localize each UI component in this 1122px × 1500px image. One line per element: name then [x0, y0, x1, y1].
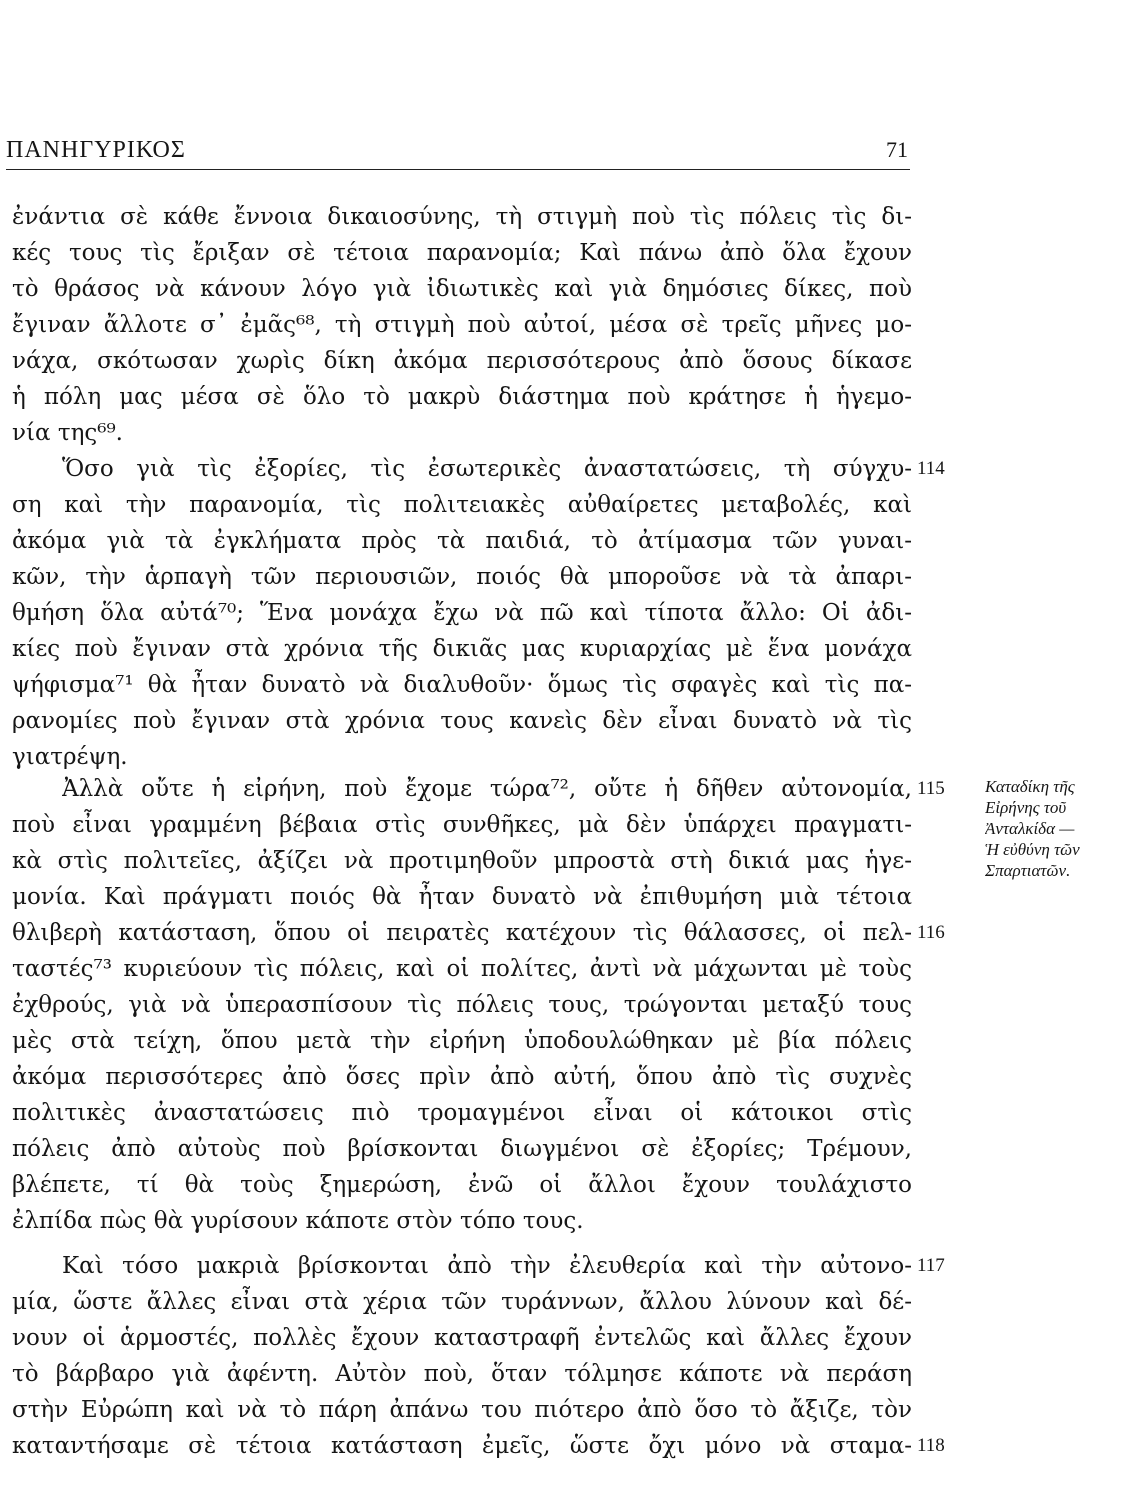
text-line: τὸ βάρβαρο γιὰ ἀφέντη. Αὐτὸν ποὺ, ὅταν τόλμησε κάποτε νὰ περάση [12, 1361, 912, 1387]
text-line: κίες ποὺ ἔγιναν στὰ χρόνια τῆς δικιᾶς μας κυριαρχίας μὲ ἕνα μονάχα [12, 636, 912, 662]
text-line: μία, ὥστε ἄλλες εἶναι στὰ χέρια τῶν τυράννων, ἄλλου λύνουν καὶ δέ- [12, 1289, 912, 1315]
text-line: νάχα, σκότωσαν χωρὶς δίκη ἀκόμα περισσότερους ἀπὸ ὅσους δίκασε [12, 348, 912, 374]
page-header [6, 133, 910, 170]
text-line: γιατρέψη. [12, 744, 128, 770]
text-line: καταντήσαμε σὲ τέτοια κατάσταση ἐμεῖς, ὥστε ὄχι μόνο νὰ σταμα- [12, 1433, 912, 1459]
text-line: τὸ θράσος νὰ κάνουν λόγο γιὰ ἰδιωτικὲς καὶ γιὰ δημόσιες δίκες, ποὺ [12, 276, 912, 302]
margin-note-line: Εἰρήνης τοῦ [985, 798, 1067, 817]
margin-note-line: Σπαρτιατῶν. [985, 861, 1071, 880]
text-line: θλιβερὴ κατάσταση, ὅπου οἱ πειρατὲς κατέχουν τὶς θάλασσες, οἱ πελ- [12, 920, 912, 946]
text-line: πόλεις ἀπὸ αὐτοὺς ποὺ βρίσκονται διωγμένοι σὲ ἐξορίες; Τρέμουν, [12, 1136, 912, 1162]
text-line: ποὺ εἶναι γραμμένη βέβαια στὶς συνθῆκες, μὰ δὲν ὑπάρχει πραγματι- [12, 812, 912, 838]
text-line: Καὶ τόσο μακριὰ βρίσκονται ἀπὸ τὴν ἐλευθερία καὶ τὴν αὐτονο- [62, 1253, 912, 1279]
text-line: ρανομίες ποὺ ἔγιναν στὰ χρόνια τους κανεὶς δὲν εἶναι δυνατὸ νὰ τὶς [12, 708, 912, 734]
section-number: 116 [917, 922, 945, 943]
text-line: Ἀλλὰ οὔτε ἡ εἰρήνη, ποὺ ἔχομε τώρα⁷², οὔτε ἡ δῆθεν αὐτονομία, [62, 776, 912, 802]
text-line: βλέπετε, τί θὰ τοὺς ξημερώση, ἐνῶ οἱ ἄλλοι ἔχουν τουλάχιστο [12, 1172, 912, 1198]
text-line: ἀκόμα περισσότερες ἀπὸ ὅσες πρὶν ἀπὸ αὐτή, ὅπου ἀπὸ τὶς συχνὲς [12, 1064, 912, 1090]
text-line: θμήση ὅλα αὐτά⁷⁰; Ἕνα μονάχα ἔχω νὰ πῶ καὶ τίποτα ἄλλο: Οἱ ἀδι- [12, 600, 912, 626]
text-line: νουν οἱ ἁρμοστές, πολλὲς ἔχουν καταστραφῆ ἐντελῶς καὶ ἄλλες ἔχουν [12, 1325, 912, 1351]
text-line: ἐχθρούς, γιὰ νὰ ὑπερασπίσουν τὶς πόλεις τους, τρώγονται μεταξύ τους [12, 992, 912, 1018]
text-line: ἐλπίδα πὼς θὰ γυρίσουν κάποτε στὸν τόπο τους. [12, 1208, 584, 1234]
text-line: κὰ στὶς πολιτεῖες, ἀξίζει νὰ προτιμηθοῦν μπροστὰ στὴ δικιά μας ἡγε- [12, 848, 912, 874]
text-line: Ὅσο γιὰ τὶς ἐξορίες, τὶς ἐσωτερικὲς ἀναστατώσεις, τὴ σύγχυ- [62, 456, 912, 482]
text-line: ἔγιναν ἄλλοτε σ᾽ ἐμᾶς⁶⁸, τὴ στιγμὴ ποὺ αὐτοί, μέσα σὲ τρεῖς μῆνες μο- [12, 312, 912, 338]
margin-note-line: Καταδίκη τῆς [985, 777, 1075, 796]
text-line: μὲς στὰ τείχη, ὅπου μετὰ τὴν εἰρήνη ὑποδουλώθηκαν μὲ βία πόλεις [12, 1028, 912, 1054]
margin-note-line: Ἀνταλκίδα — [985, 819, 1075, 838]
margin-note-line: Ἡ εὐθύνη τῶν [985, 840, 1080, 859]
section-number: 115 [917, 778, 945, 799]
text-line: κές τους τὶς ἔριξαν σὲ τέτοια παρανομία; Καὶ πάνω ἀπὸ ὅλα ἔχουν [12, 240, 912, 266]
section-number: 118 [917, 1435, 945, 1456]
text-line: μονία. Καὶ πράγματι ποιός θὰ ἦταν δυνατὸ νὰ ἐπιθυμήση μιὰ τέτοια [12, 884, 912, 910]
section-number: 114 [917, 458, 945, 479]
page-number: 71 [886, 137, 908, 162]
text-line: ψήφισμα⁷¹ θὰ ἦταν δυνατὸ νὰ διαλυθοῦν· ὅμως τὶς σφαγὲς καὶ τὶς πα- [12, 672, 912, 698]
text-line: πολιτικὲς ἀναστατώσεις πιὸ τρομαγμένοι εἶναι οἱ κάτοικοι στὶς [12, 1100, 912, 1126]
text-line: κῶν, τὴν ἁρπαγὴ τῶν περιουσιῶν, ποιός θὰ μποροῦσε νὰ τὰ ἀπαρι- [12, 564, 912, 590]
text-line: ἡ πόλη μας μέσα σὲ ὅλο τὸ μακρὺ διάστημα ποὺ κράτησε ἡ ἡγεμο- [12, 384, 912, 410]
running-title: ΠΑΝΗΓΥΡΙΚΟΣ [6, 137, 186, 163]
text-line: νία της⁶⁹. [12, 420, 123, 446]
section-number: 117 [917, 1255, 945, 1276]
text-line: στὴν Εὐρώπη καὶ νὰ τὸ πάρη ἀπάνω του πιότερο ἀπὸ ὅσο τὸ ἄξιζε, τὸν [12, 1397, 912, 1423]
text-line: ταστές⁷³ κυριεύουν τὶς πόλεις, καὶ οἱ πολίτες, ἀντὶ νὰ μάχωνται μὲ τοὺς [12, 956, 912, 982]
text-line: ση καὶ τὴν παρανομία, τὶς πολιτειακὲς αὐθαίρετες μεταβολές, καὶ [12, 492, 912, 518]
text-line: ἐνάντια σὲ κάθε ἔννοια δικαιοσύνης, τὴ στιγμὴ ποὺ τὶς πόλεις τὶς δι- [12, 204, 912, 230]
text-line: ἀκόμα γιὰ τὰ ἐγκλήματα πρὸς τὰ παιδιά, τὸ ἀτίμασμα τῶν γυναι- [12, 528, 912, 554]
